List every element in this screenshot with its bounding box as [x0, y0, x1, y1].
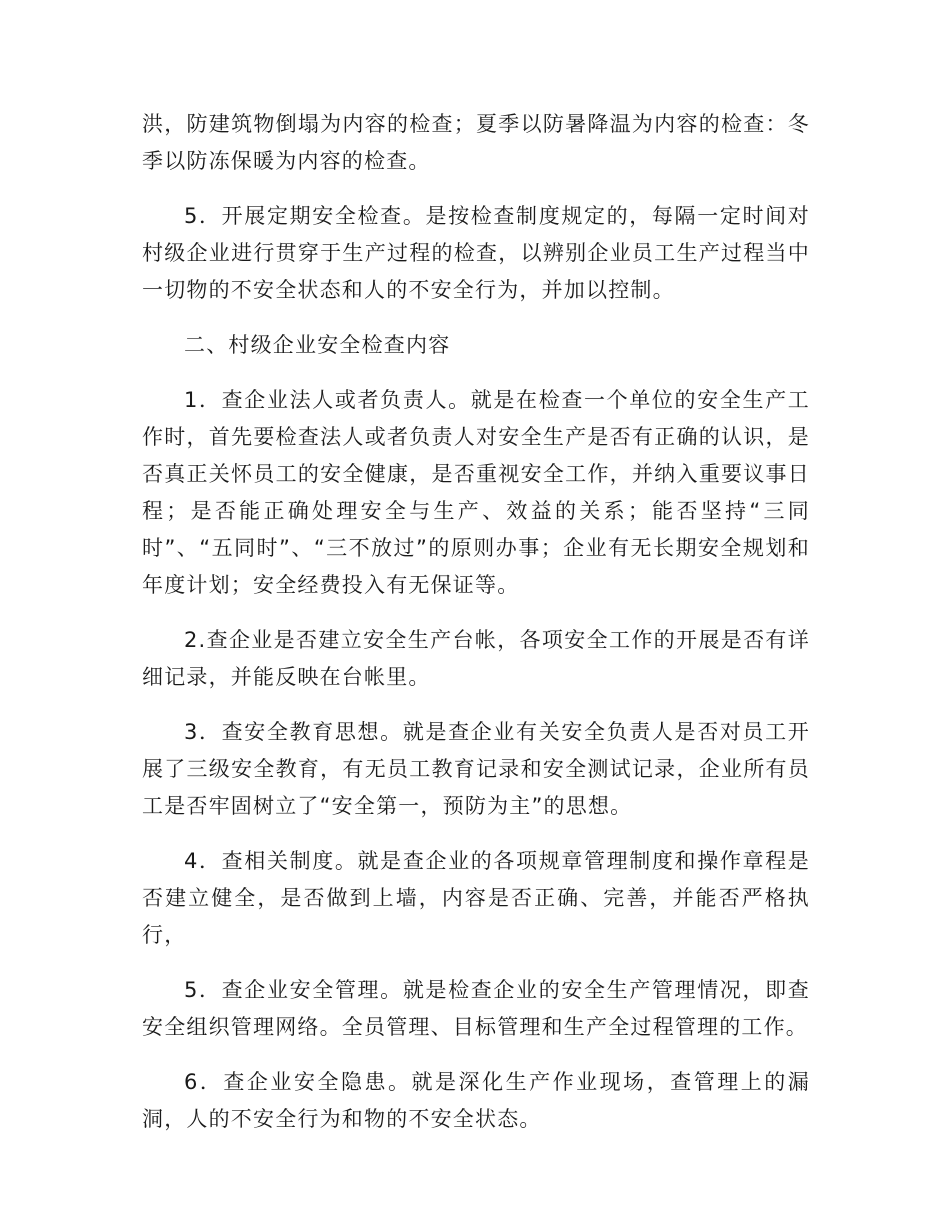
paragraph-item-6: 6．查企业安全隐患。就是深化生产作业现场，查管理上的漏洞，人的不安全行为和物的不安全状态。 [142, 1070, 810, 1131]
section-heading: 二、村级企业安全检查内容 [184, 333, 451, 357]
paragraph-item-2: 2.查企业是否建立安全生产台帐，各项安全工作的开展是否有详细记录，并能反映在台帐里。 [142, 628, 810, 689]
paragraph-item-5-periodic-check: 5．开展定期安全检查。是按检查制度规定的，每隔一定时间对村级企业进行贯穿于生产过程的检查，以辨别企业员工生产过程当中一切物的不安全状态和人的不安全行为，并加以控制。 [142, 204, 810, 302]
paragraph-item-3: 3．查安全教育思想。就是查企业有关安全负责人是否对员工开展了三级安全教育，有无员工教育记录和安全测试记录，企业所有员工是否牢固树立了“安全第一，预防为主”的思想。 [142, 720, 810, 818]
paragraph-continuation: 洪，防建筑物倒塌为内容的检查；夏季以防暑降温为内容的检查：冬季以防冻保暖为内容的检查。 [142, 112, 810, 173]
paragraph-item-1: 1．查企业法人或者负责人。就是在检查一个单位的安全生产工作时，首先要检查法人或者负责人对安全生产是否有正确的认识，是否真正关怀员工的安全健康，是否重视安全工作，并纳入重要议事日程；是否能正确处理安全与生产、效益的关系；能否坚持“三同时”、“五同时”、“三不放过”的原则办事；企业有无长期安全规划和年度计划；安全经费投入有无保证等。 [142, 388, 810, 597]
paragraph-item-5: 5．查企业安全管理。就是检查企业的安全生产管理情况，即查安全组织管理网络。全员管理、目标管理和生产全过程管理的工作。 [142, 978, 810, 1039]
document-body [142, 106, 810, 1156]
paragraph-item-4: 4．查相关制度。就是查企业的各项规章管理制度和操作章程是否建立健全，是否做到上墙，内容是否正确、完善，并能否严格执行， [142, 849, 810, 947]
